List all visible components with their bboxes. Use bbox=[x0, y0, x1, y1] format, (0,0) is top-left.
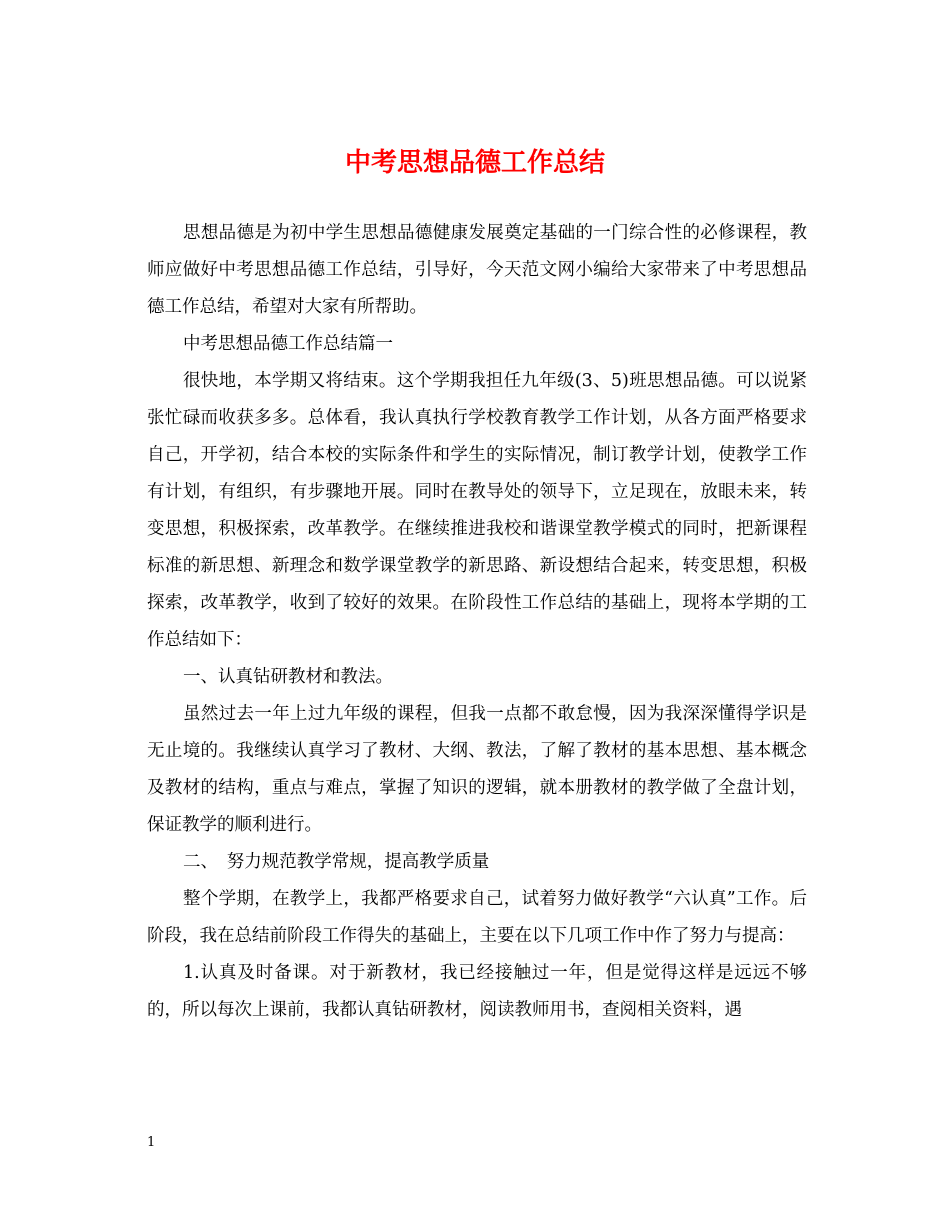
section-heading-part-one: 中考思想品德工作总结篇一 bbox=[183, 334, 393, 354]
section-heading-study-materials: 一、认真钻研教材和教法。 bbox=[183, 667, 393, 687]
body-paragraph: 虽然过去一年上过九年级的课程，但我一点都不敢怠慢，因为我深深懂得学识是无止境的。我继续认真学习了教材、大纲、教法，了解了教材的基本思想、基本概念及教材的结构，重点与难点，掌握了知识的逻辑，就本册教材的教学做了全盘计划，保证教学的顺利进行。 bbox=[147, 704, 807, 835]
section-heading-teaching-routine: 二、 努力规范教学常规，提高教学质量 bbox=[183, 852, 490, 872]
page-number: 1 bbox=[147, 1135, 156, 1150]
body-paragraph: 很快地，本学期又将结束。这个学期我担任九年级(3、5)班思想品德。可以说紧张忙碌而收获多多。总体看，我认真执行学校教育教学工作计划，从各方面严格要求自己，开学初，结合本校的实际条件和学生的实际情况，制订教学计划，使教学工作有计划，有组织，有步骤地开展。同时在教导处的领导下，立足现在，放眼未来，转变思想，积极探索，改革教学。在继续推进我校和谐课堂教学模式的同时，把新课程标准的新思想、新理念和数学课堂教学的新思路、新设想结合起来，转变思想，积极探索，改革教学，收到了较好的效果。在阶段性工作总结的基础上，现将本学期的工作总结如下： bbox=[147, 371, 807, 650]
document-body bbox=[147, 215, 807, 1029]
body-paragraph: 整个学期，在教学上，我都严格要求自己，试着努力做好教学“六认真”工作。后阶段，我在总结前阶段工作得失的基础上，主要在以下几项工作中作了努力与提高： bbox=[147, 889, 807, 946]
document-title: 中考思想品德工作总结 bbox=[344, 148, 605, 178]
intro-paragraph: 思想品德是为初中学生思想品德健康发展奠定基础的一门综合性的必修课程，教师应做好中考思想品德工作总结，引导好，今天范文网小编给大家带来了中考思想品德工作总结，希望对大家有所帮助。 bbox=[147, 223, 807, 317]
body-paragraph: 1.认真及时备课。对于新教材，我已经接触过一年，但是觉得这样是远远不够的，所以每次上课前，我都认真钻研教材，阅读教师用书，查阅相关资料，遇 bbox=[147, 963, 807, 1020]
